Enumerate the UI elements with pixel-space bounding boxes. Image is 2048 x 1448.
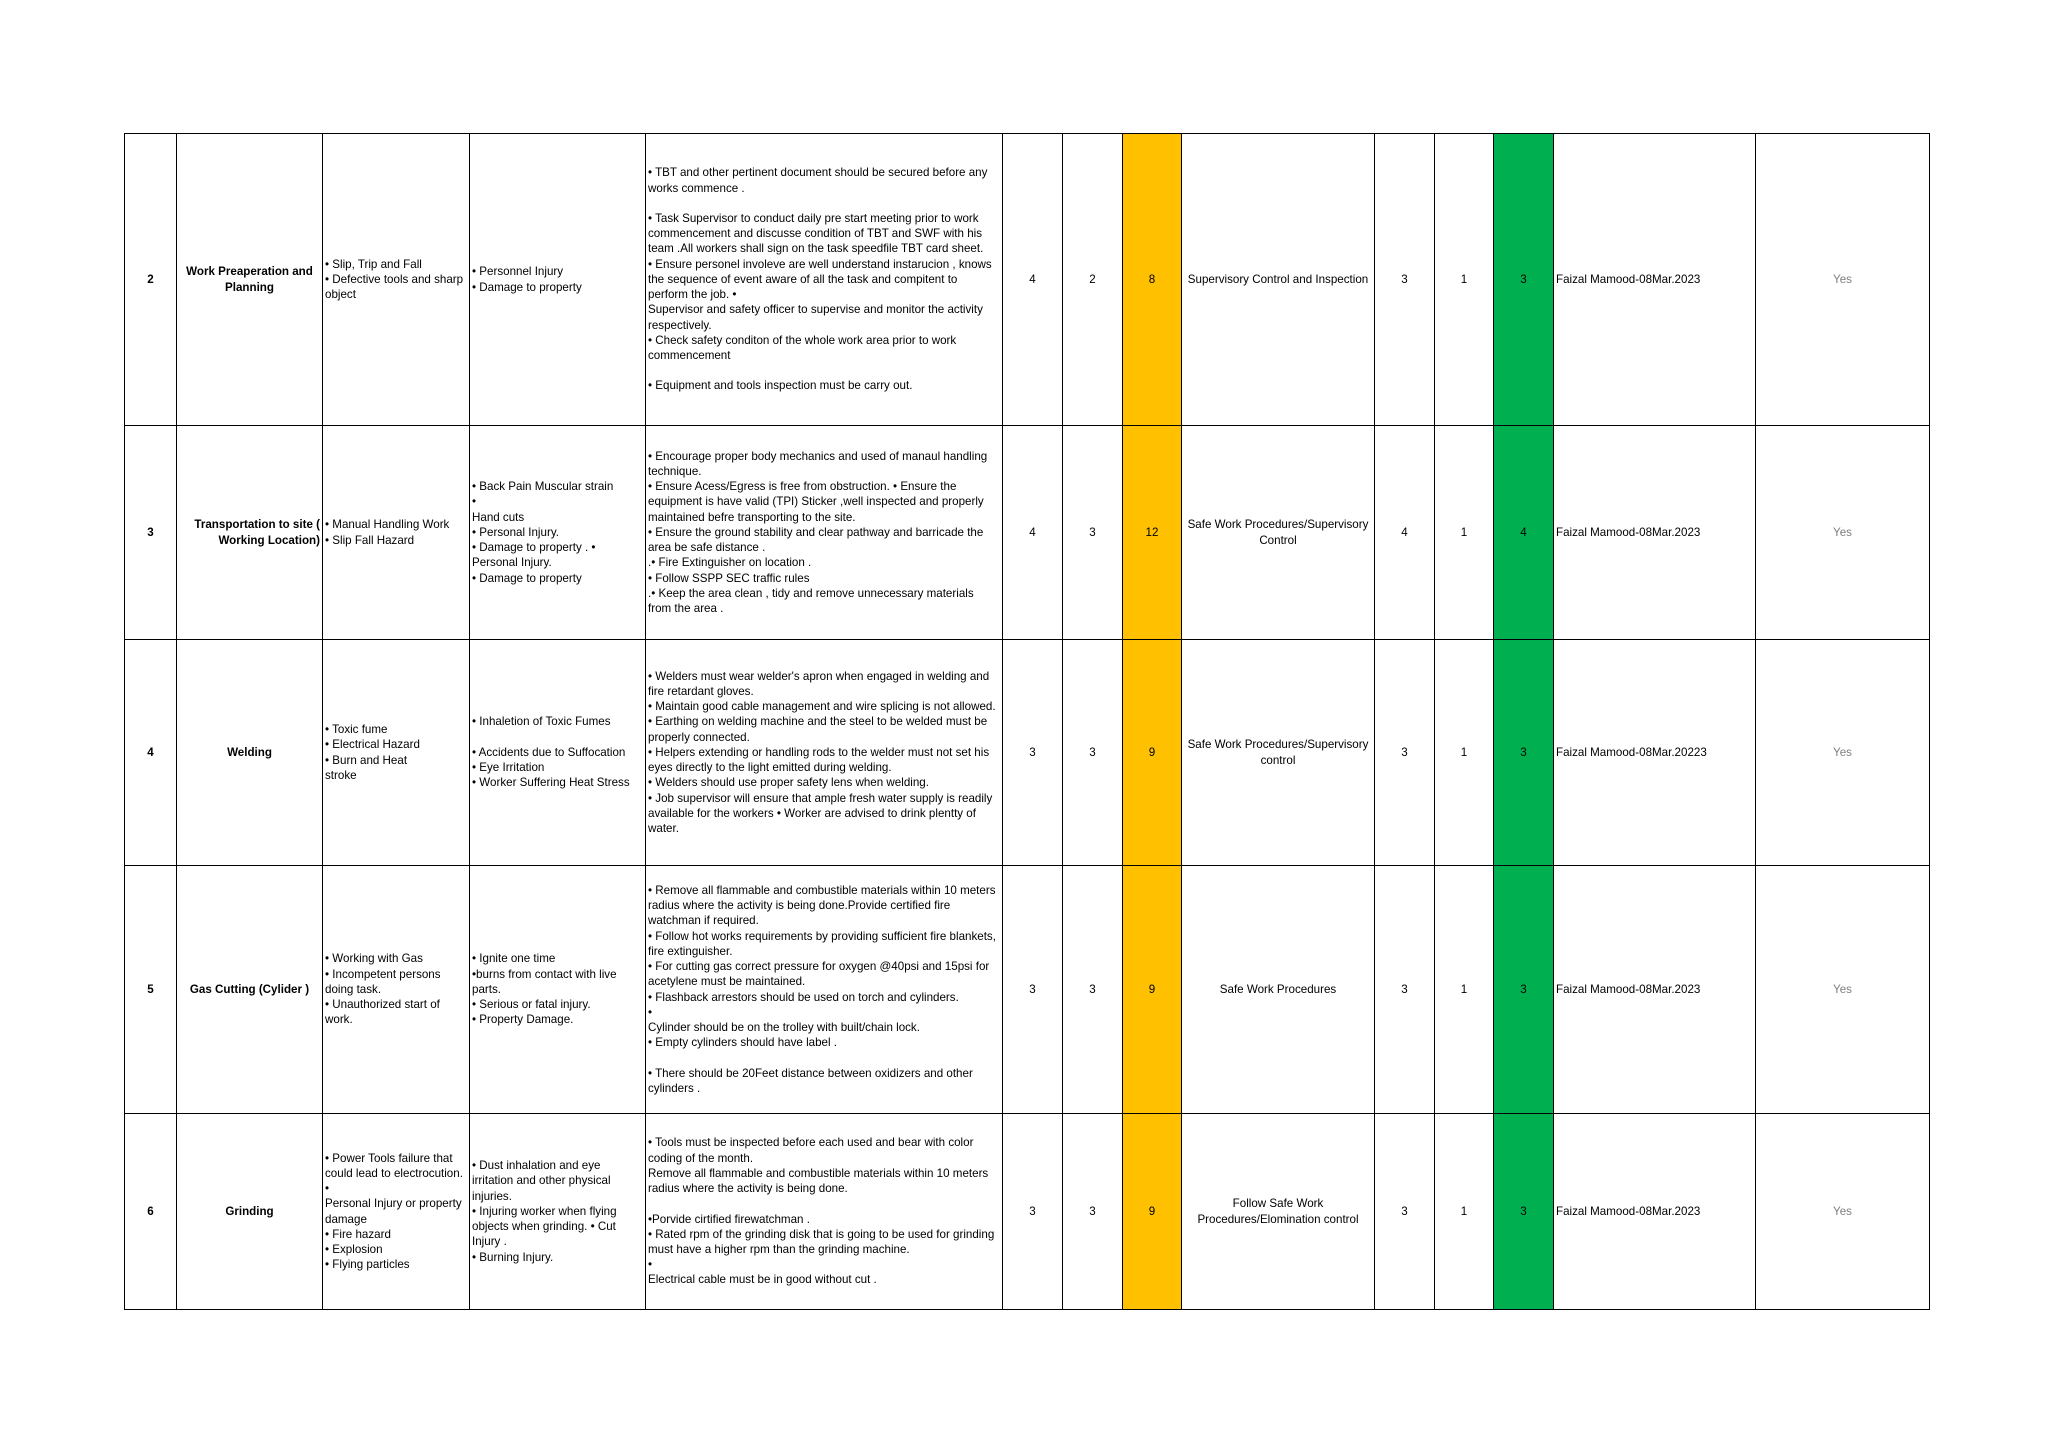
row-number: 4 bbox=[125, 640, 177, 866]
residual-severity-cell: 3 bbox=[1375, 134, 1435, 426]
consequences-cell: • Dust inhalation and eye irritation and other physical injuries. • Injuring worker when flying objects when grinding. • Cut Injury . • Burning Injury. bbox=[470, 1114, 646, 1310]
control-measure-cell: Safe Work Procedures/Supervisory control bbox=[1182, 640, 1375, 866]
hazards-cell: • Toxic fume • Electrical Hazard • Burn and Heat stroke bbox=[323, 640, 470, 866]
likelihood-cell: 2 bbox=[1063, 134, 1123, 426]
residual-likelihood-cell: 1 bbox=[1435, 426, 1494, 640]
table-row bbox=[125, 134, 1930, 426]
severity-cell: 3 bbox=[1003, 640, 1063, 866]
residual-likelihood-cell: 1 bbox=[1435, 1114, 1494, 1310]
residual-severity-cell: 3 bbox=[1375, 640, 1435, 866]
hazards-cell: • Power Tools failure that could lead to electrocution. • Personal Injury or property damage • Fire hazard • Explosion • Flying particles bbox=[323, 1114, 470, 1310]
consequences-cell: • Back Pain Muscular strain • Hand cuts • Personal Injury. • Damage to property . • Personal Injury. • Damage to property bbox=[470, 426, 646, 640]
activity-cell: Transportation to site ( Working Location) bbox=[177, 426, 323, 640]
responsible-person-cell: Faizal Mamood-08Mar.2023 bbox=[1554, 866, 1756, 1114]
likelihood-cell: 3 bbox=[1063, 640, 1123, 866]
table-row bbox=[125, 640, 1930, 866]
controls-cell: • Welders must wear welder's apron when engaged in welding and fire retardant gloves. • Maintain good cable management and wire splicing is not allowed. • Earthing on welding machine and the steel to be welded must be properly connected. • Helpers extending or handling rods to the welder must not set his eyes directly to the light emitted during welding. • Welders should use proper safety lens when welding. • Job supervisor will ensure that ample fresh water supply is readily available for the workers • Worker are advised to drink plentty of water. bbox=[646, 640, 1003, 866]
table-row bbox=[125, 1114, 1930, 1310]
row-number: 6 bbox=[125, 1114, 177, 1310]
likelihood-cell: 3 bbox=[1063, 426, 1123, 640]
responsible-person-cell: Faizal Mamood-08Mar.20223 bbox=[1554, 640, 1756, 866]
control-measure-cell: Supervisory Control and Inspection bbox=[1182, 134, 1375, 426]
consequences-cell: • Ignite one time •burns from contact with live parts. • Serious or fatal injury. • Property Damage. bbox=[470, 866, 646, 1114]
control-measure-cell: Follow Safe Work Procedures/Elomination control bbox=[1182, 1114, 1375, 1310]
residual-severity-cell: 3 bbox=[1375, 866, 1435, 1114]
row-number: 2 bbox=[125, 134, 177, 426]
hazards-cell: • Manual Handling Work • Slip Fall Hazard bbox=[323, 426, 470, 640]
hazards-cell: • Working with Gas • Incompetent persons doing task. • Unauthorized start of work. bbox=[323, 866, 470, 1114]
residual-risk-cell: 4 bbox=[1494, 426, 1554, 640]
controls-cell: • Tools must be inspected before each used and bear with color coding of the month. Remove all flammable and combustible materials within 10 meters radius where the activity is being done. •Porvide cirtified firewatchman . • Rated rpm of the grinding disk that is going to be used for grinding must have a higher rpm than the grinding machine. • Electrical cable must be in good without cut . bbox=[646, 1114, 1003, 1310]
severity-cell: 4 bbox=[1003, 426, 1063, 640]
controls-cell: • Encourage proper body mechanics and used of manaul handling technique. • Ensure Acess/Egress is free from obstruction. • Ensure the equipment is have valid (TPI) Sticker ,well inspected and properly maintained befre transporting to the site. • Ensure the ground stability and clear pathway and barricade the area be safe distance . .• Fire Extinguisher on location . • Follow SSPP SEC traffic rules .• Keep the area clean , tidy and remove unnecessary materials from the area . bbox=[646, 426, 1003, 640]
residual-likelihood-cell: 1 bbox=[1435, 866, 1494, 1114]
row-number: 3 bbox=[125, 426, 177, 640]
responsible-person-cell: Faizal Mamood-08Mar.2023 bbox=[1554, 134, 1756, 426]
activity-cell: Welding bbox=[177, 640, 323, 866]
initial-risk-cell: 12 bbox=[1123, 426, 1182, 640]
controls-cell: • Remove all flammable and combustible materials within 10 meters radius where the activity is being done.Provide certified fire watchman if required. • Follow hot works requirements by providing sufficient fire blankets, fire extinguisher. • For cutting gas correct pressure for oxygen @40psi and 15psi for acetylene must be maintained. • Flashback arrestors should be used on torch and cylinders. • Cylinder should be on the trolley with built/chain lock. • Empty cylinders should have label . • There should be 20Feet distance between oxidizers and other cylinders . bbox=[646, 866, 1003, 1114]
status-cell: Yes bbox=[1756, 1114, 1930, 1310]
initial-risk-cell: 8 bbox=[1123, 134, 1182, 426]
table-row bbox=[125, 426, 1930, 640]
consequences-cell: • Inhaletion of Toxic Fumes • Accidents due to Suffocation • Eye Irritation • Worker Suffering Heat Stress bbox=[470, 640, 646, 866]
residual-risk-cell: 3 bbox=[1494, 866, 1554, 1114]
status-cell: Yes bbox=[1756, 134, 1930, 426]
residual-risk-cell: 3 bbox=[1494, 134, 1554, 426]
control-measure-cell: Safe Work Procedures/Supervisory Control bbox=[1182, 426, 1375, 640]
severity-cell: 3 bbox=[1003, 866, 1063, 1114]
severity-cell: 3 bbox=[1003, 1114, 1063, 1310]
residual-risk-cell: 3 bbox=[1494, 1114, 1554, 1310]
activity-cell: Grinding bbox=[177, 1114, 323, 1310]
control-measure-cell: Safe Work Procedures bbox=[1182, 866, 1375, 1114]
responsible-person-cell: Faizal Mamood-08Mar.2023 bbox=[1554, 1114, 1756, 1310]
initial-risk-cell: 9 bbox=[1123, 640, 1182, 866]
consequences-cell: • Personnel Injury • Damage to property bbox=[470, 134, 646, 426]
status-cell: Yes bbox=[1756, 866, 1930, 1114]
status-cell: Yes bbox=[1756, 426, 1930, 640]
likelihood-cell: 3 bbox=[1063, 1114, 1123, 1310]
activity-cell: Work Preaperation and Planning bbox=[177, 134, 323, 426]
activity-cell: Gas Cutting (Cylider ) bbox=[177, 866, 323, 1114]
row-number: 5 bbox=[125, 866, 177, 1114]
likelihood-cell: 3 bbox=[1063, 866, 1123, 1114]
initial-risk-cell: 9 bbox=[1123, 866, 1182, 1114]
risk-assessment-table bbox=[124, 133, 1930, 1310]
residual-likelihood-cell: 1 bbox=[1435, 640, 1494, 866]
hazards-cell: • Slip, Trip and Fall • Defective tools and sharp object bbox=[323, 134, 470, 426]
residual-risk-cell: 3 bbox=[1494, 640, 1554, 866]
initial-risk-cell: 9 bbox=[1123, 1114, 1182, 1310]
table-row bbox=[125, 866, 1930, 1114]
responsible-person-cell: Faizal Mamood-08Mar.2023 bbox=[1554, 426, 1756, 640]
controls-cell: • TBT and other pertinent document should be secured before any works commence . • Task Supervisor to conduct daily pre start meeting prior to work commencement and discusse condition of TBT and SWF with his team .All workers shall sign on the task speedfile TBT card sheet. • Ensure personel involeve are well understand instarucion , knows the sequence of event aware of all the task and compitent to perform the job. • Supervisor and safety officer to supervise and monitor the activity respectively. • Check safety conditon of the whole work area prior to work commencement • Equipment and tools inspection must be carry out. bbox=[646, 134, 1003, 426]
residual-severity-cell: 3 bbox=[1375, 1114, 1435, 1310]
residual-likelihood-cell: 1 bbox=[1435, 134, 1494, 426]
severity-cell: 4 bbox=[1003, 134, 1063, 426]
risk-table-body bbox=[125, 134, 1930, 1310]
status-cell: Yes bbox=[1756, 640, 1930, 866]
residual-severity-cell: 4 bbox=[1375, 426, 1435, 640]
